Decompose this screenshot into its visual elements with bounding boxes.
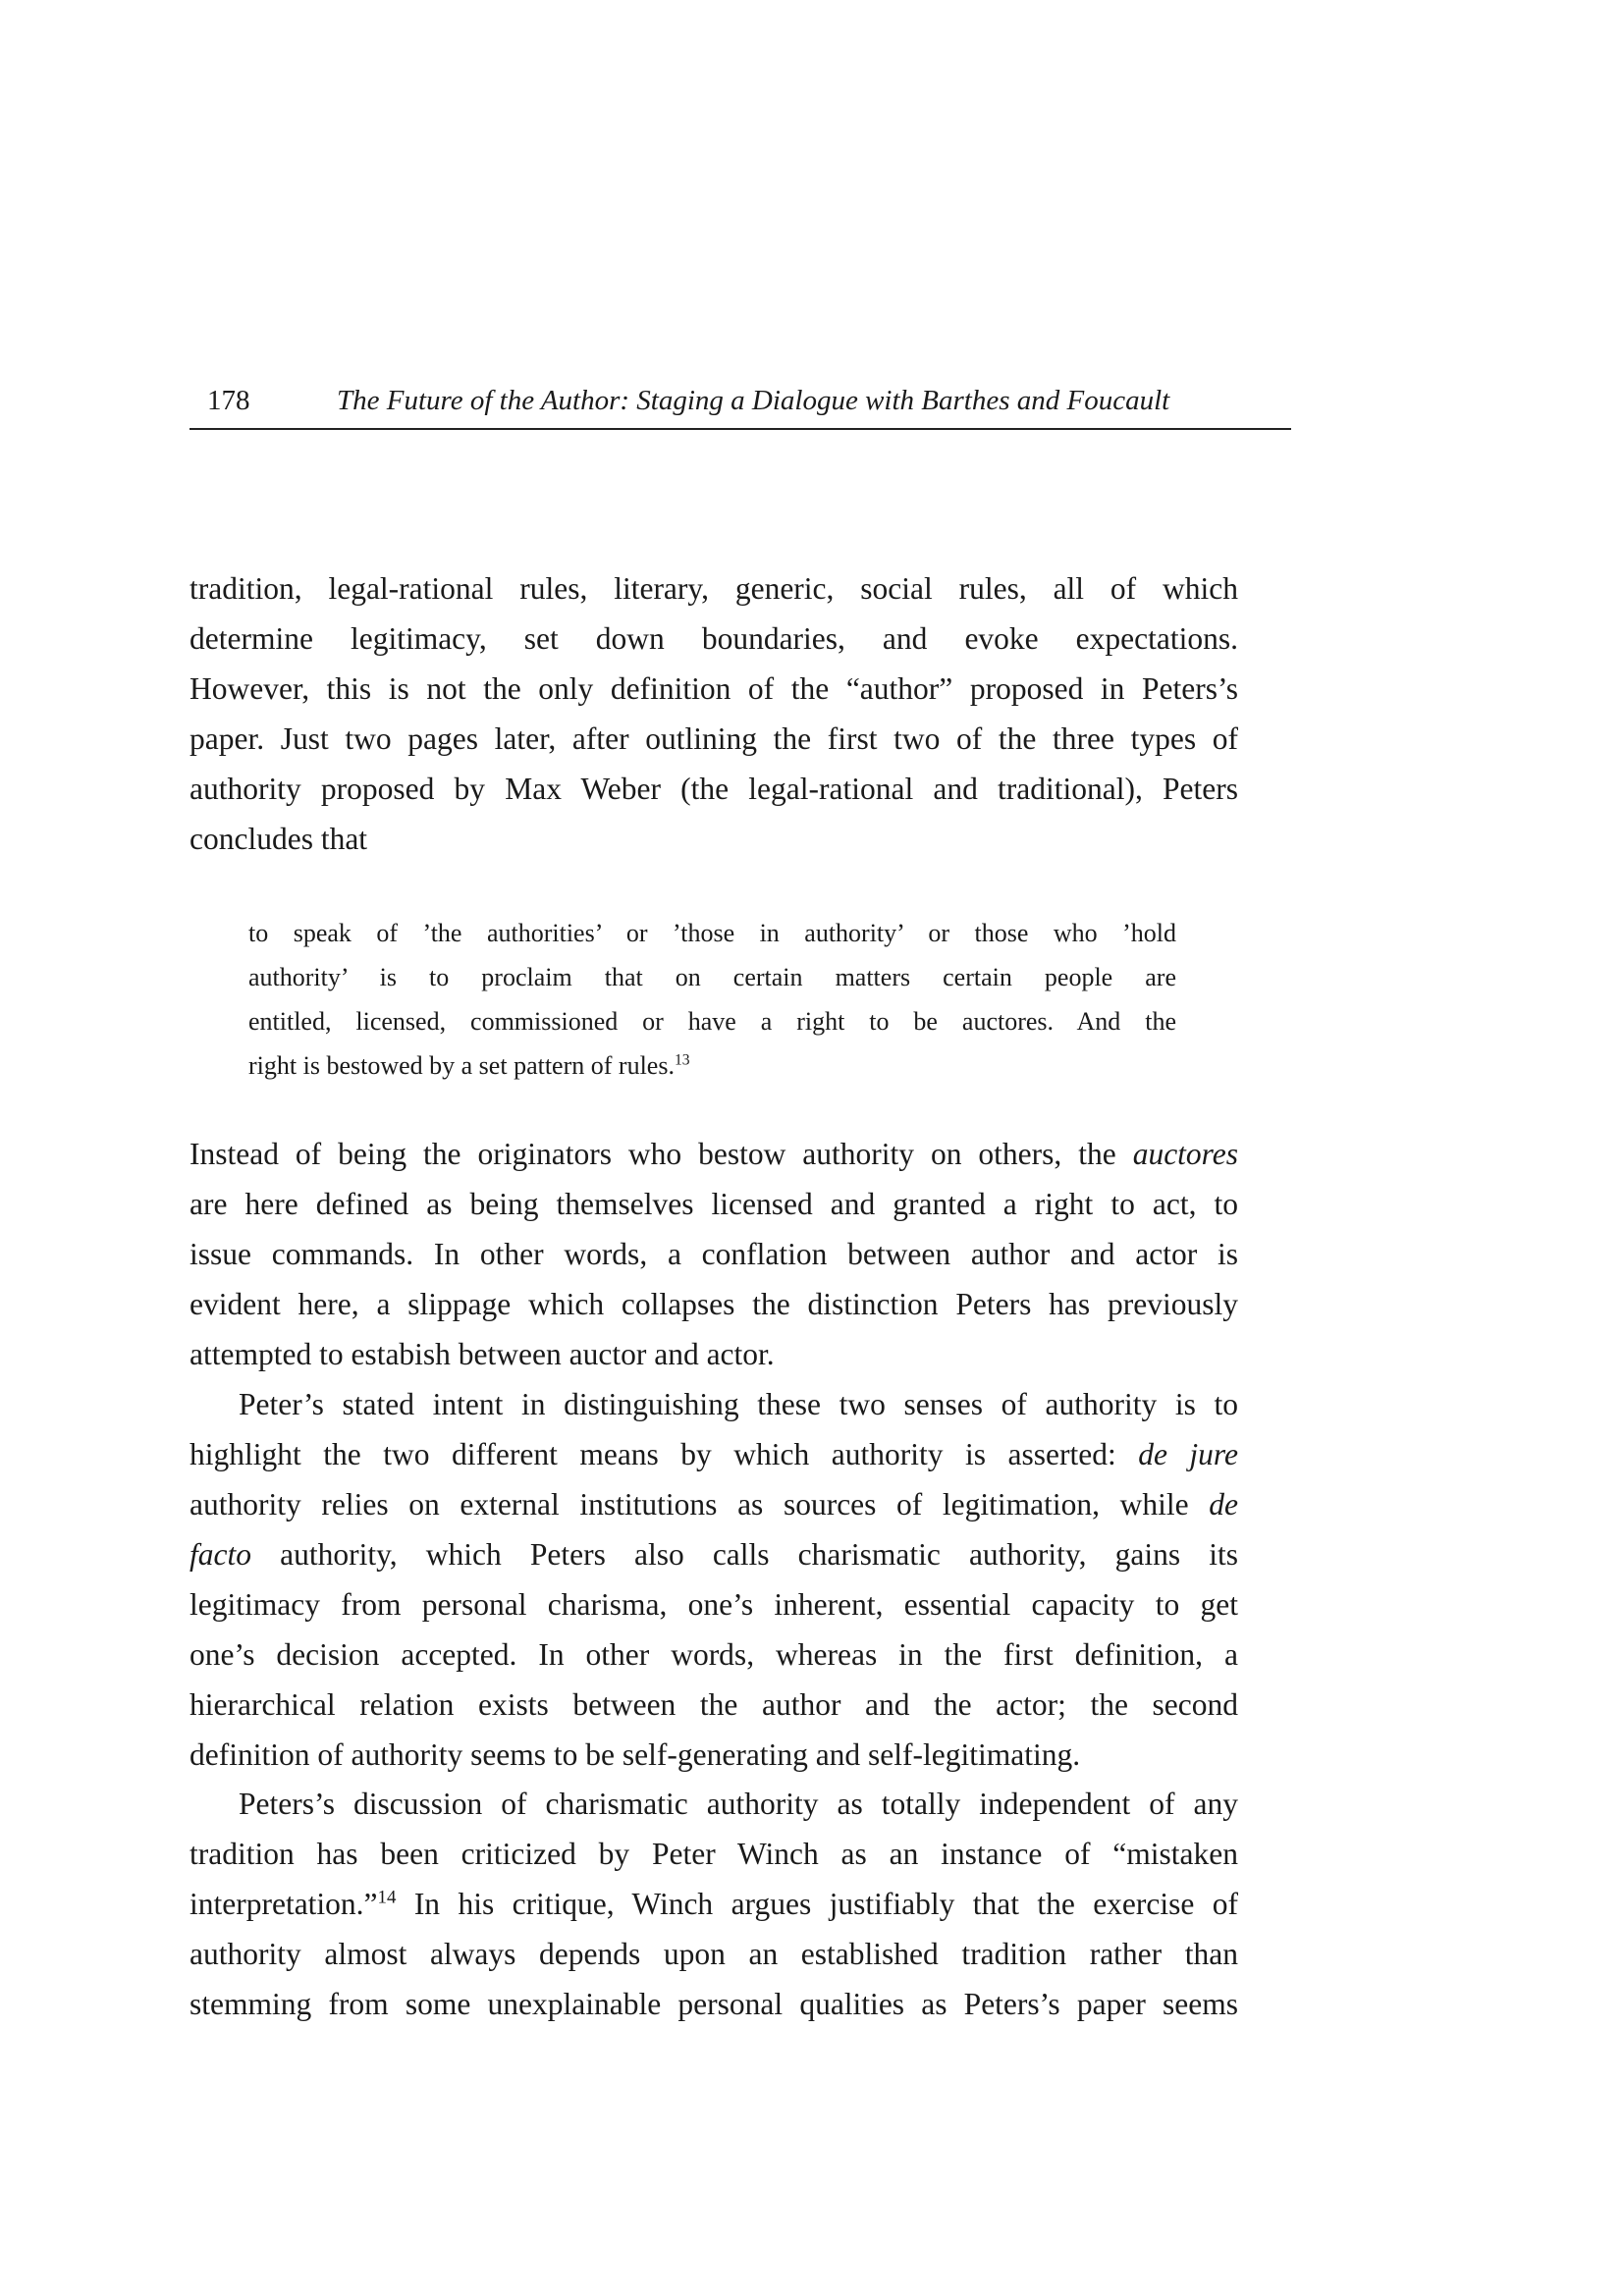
text-run: In his critique, Winch argues justifiably that the exercise of	[396, 1887, 1238, 1921]
quote-line-last	[248, 1043, 1176, 1088]
text-line: stemming from some unexplainable personal qualities as Peters’s paper seems	[189, 1987, 1238, 2021]
emphasis: auctores	[1132, 1137, 1238, 1171]
text-run: authority, which Peters also calls charismatic authority, gains its	[251, 1537, 1238, 1572]
text-line: paper. Just two pages later, after outlining the first two of the three types of	[189, 721, 1238, 756]
text-line: Peters’s discussion of charismatic authority as totally independent of any	[239, 1787, 1238, 1821]
text-line	[189, 1479, 1238, 1529]
running-title: The Future of the Author: Staging a Dialogue with Barthes and Foucault	[337, 385, 1170, 416]
page-number: 178	[207, 385, 250, 416]
text-line: are here defined as being themselves licensed and granted a right to act, to	[189, 1187, 1238, 1221]
text-run: authority relies on external institutions as sources of legitimation, while	[189, 1487, 1210, 1522]
paragraph-3	[189, 1379, 1238, 1780]
text-line: Peter’s stated intent in distinguishing these two senses of authority is to	[239, 1387, 1238, 1421]
quote-line: to speak of ’the authorities’ or ’those in authority’ or those who ’hold	[248, 919, 1176, 947]
footnote-marker: 13	[674, 1051, 690, 1069]
text-line	[189, 1879, 1238, 1929]
text-line: attempted to estabish between auctor and actor.	[189, 1337, 775, 1371]
block-quote	[248, 911, 1176, 1088]
emphasis: de jure	[1138, 1437, 1239, 1471]
footnote-marker: 14	[377, 1887, 397, 1908]
emphasis: facto	[189, 1537, 251, 1572]
paragraph-2	[189, 1129, 1238, 1379]
text-line: determine legitimacy, set down boundaries, and evoke expectations.	[189, 621, 1238, 656]
quote-text: right is bestowed by a set pattern of rules.	[248, 1051, 675, 1080]
text-line: definition of authority seems to be self-generating and self-legitimating.	[189, 1737, 1081, 1772]
text-line	[189, 1129, 1238, 1179]
text-line: hierarchical relation exists between the author and the actor; the second	[189, 1687, 1238, 1722]
text-line: authority almost always depends upon an established tradition rather than	[189, 1937, 1238, 1971]
text-line	[189, 1529, 1238, 1579]
emphasis: de	[1209, 1487, 1238, 1522]
quote-line: entitled, licensed, commissioned or have a right to be auctores. And the	[248, 1007, 1176, 1036]
quote-line: authority’ is to proclaim that on certain matters certain people are	[248, 963, 1176, 991]
text-line	[189, 1429, 1238, 1479]
text-line: tradition has been criticized by Peter Winch as an instance of “mistaken	[189, 1837, 1238, 1871]
text-run: interpretation.”	[189, 1887, 378, 1921]
text-line: legitimacy from personal charisma, one’s inherent, essential capacity to get	[189, 1587, 1238, 1622]
paragraph-1	[189, 563, 1238, 864]
text-line: authority proposed by Max Weber (the legal-rational and traditional), Peters	[189, 772, 1238, 806]
text-line: However, this is not the only definition of the “author” proposed in Peters’s	[189, 671, 1238, 706]
text-line: evident here, a slippage which collapses the distinction Peters has previously	[189, 1287, 1238, 1321]
text-line: issue commands. In other words, a conflation between author and actor is	[189, 1237, 1238, 1271]
text-run: Instead of being the originators who bestow authority on others, the	[189, 1137, 1133, 1171]
text-line: one’s decision accepted. In other words, whereas in the first definition, a	[189, 1637, 1238, 1672]
text-line: concludes that	[189, 822, 368, 856]
running-header	[189, 381, 1291, 430]
paragraph-4	[189, 1779, 1238, 2029]
text-line: tradition, legal-rational rules, literary, generic, social rules, all of which	[189, 571, 1238, 606]
text-run: highlight the two different means by which authority is asserted:	[189, 1437, 1139, 1471]
